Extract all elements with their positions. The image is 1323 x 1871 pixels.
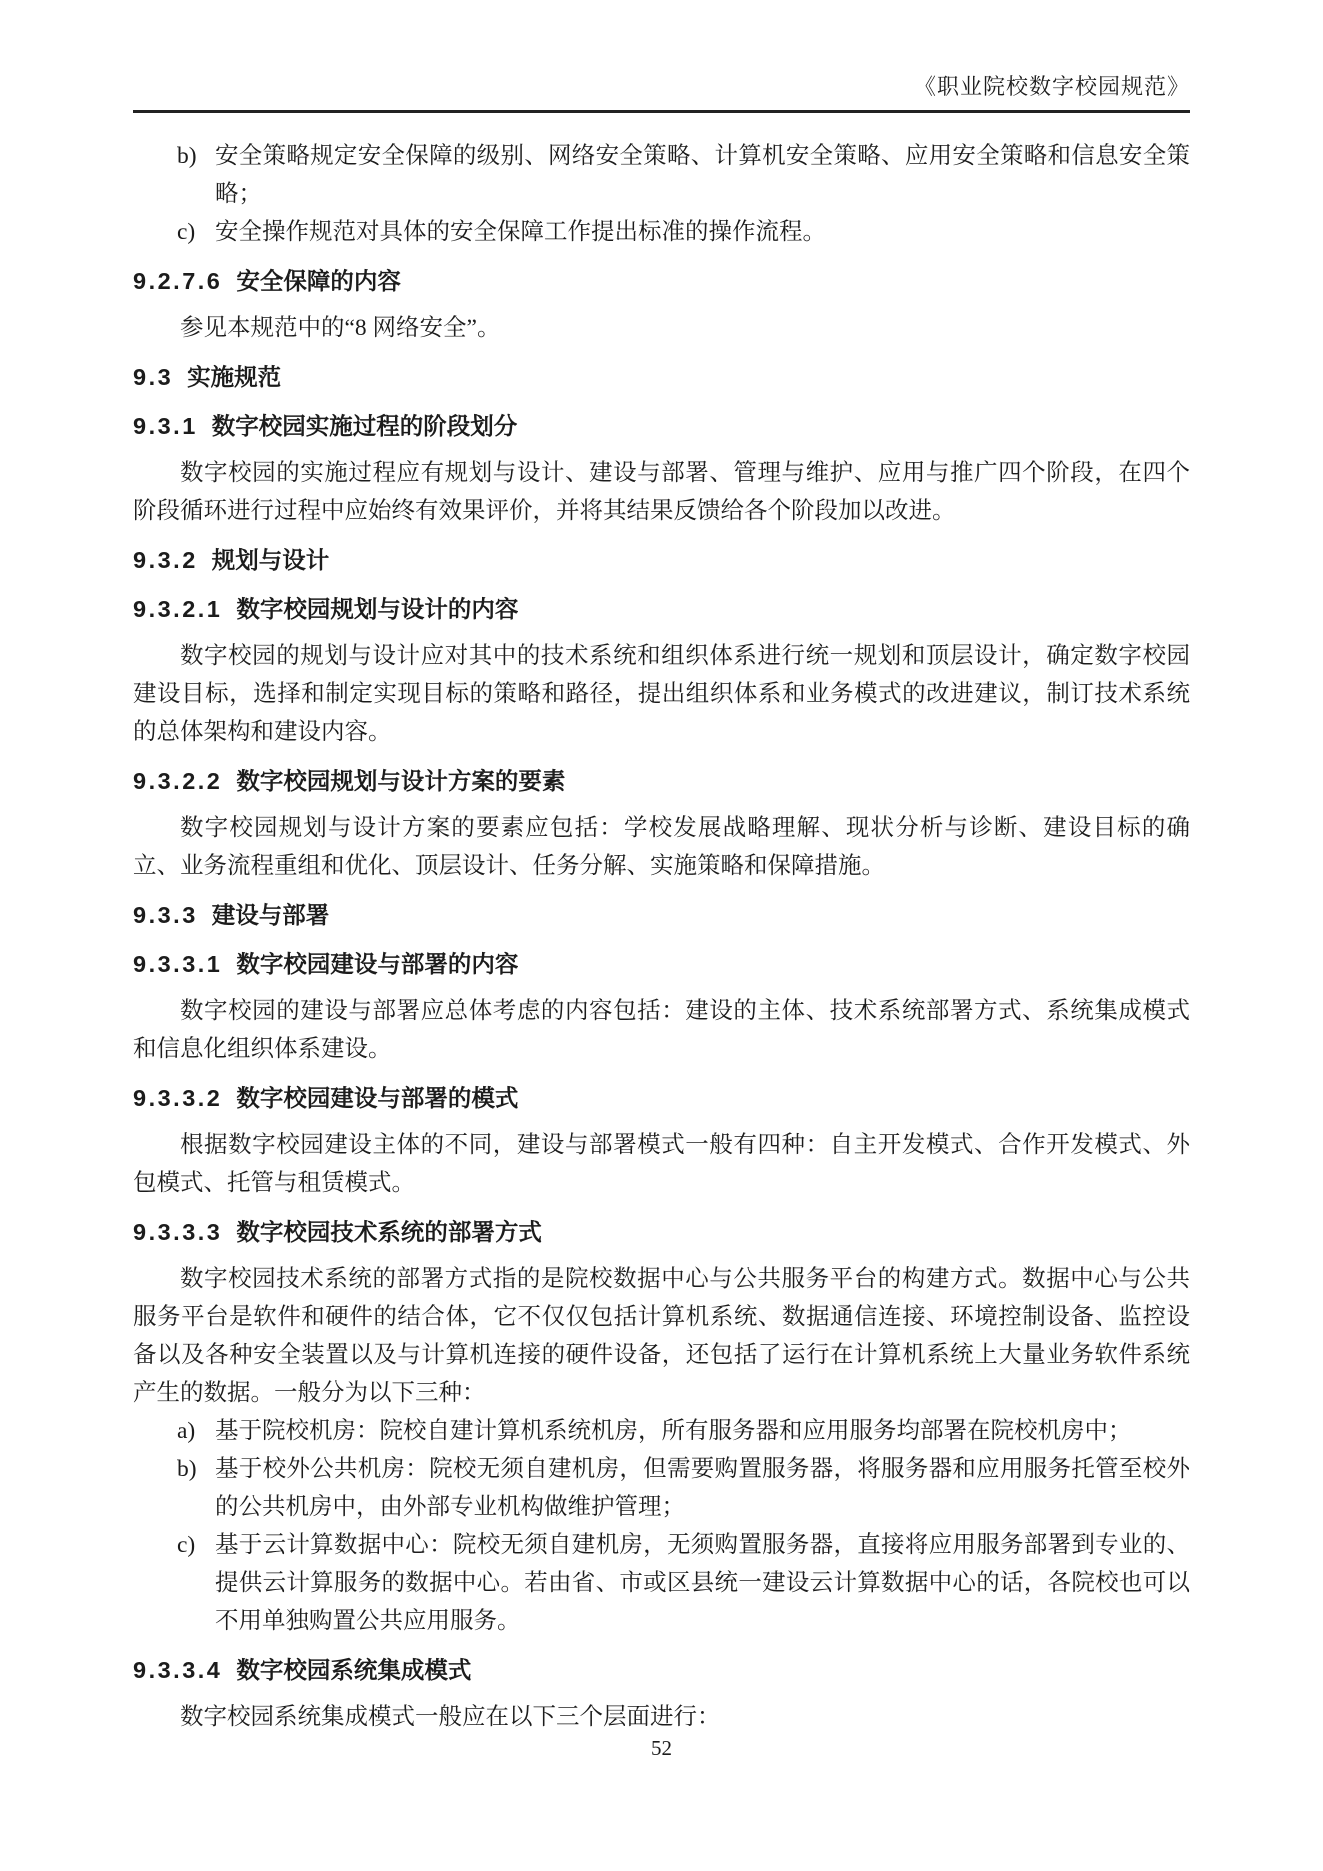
list-item-campus-server-room xyxy=(133,1412,1190,1450)
page-footer xyxy=(133,1736,1190,1871)
section-number: 9.3.2 xyxy=(133,547,198,573)
section-title: 数字校园技术系统的部署方式 xyxy=(236,1219,542,1245)
section-number: 9.3.1 xyxy=(133,413,198,439)
section-title: 数字校园建设与部署的模式 xyxy=(236,1085,519,1111)
list-item-security-operation xyxy=(133,213,1190,251)
paragraph-system-integration-levels: 数字校园系统集成模式一般应在以下三个层面进行： xyxy=(180,1704,721,1730)
heading-9-3-1 xyxy=(133,407,1190,445)
paragraph-planning-design-content: 数字校园的规划与设计应对其中的技术系统和组织体系进行统一规划和顶层设计，确定数字校园建设目标，选择和制定实现目标的策略和路径，提出组织体系和业务模式的改进建议，制订技术系统的总体架构和建设内容。 xyxy=(133,643,1190,745)
section-number: 9.2.7.6 xyxy=(133,268,223,294)
heading-9-3-3-2 xyxy=(133,1079,1190,1117)
heading-9-3-2-1 xyxy=(133,590,1190,628)
running-head-title: 《职业院校数字校园规范》 xyxy=(913,74,1190,99)
list-item-external-server-room xyxy=(133,1450,1190,1526)
section-number: 9.3.2.2 xyxy=(133,768,223,794)
section-number: 9.3 xyxy=(133,364,174,390)
section-number: 9.3.3.2 xyxy=(133,1085,223,1111)
heading-9-2-7-6 xyxy=(133,262,1190,300)
list-text: 基于云计算数据中心：院校无须自建机房，无须购置服务器，直接将应用服务部署到专业的、提供云计算服务的数据中心。若由省、市或区县统一建设云计算数据中心的话，各院校也可以不用单独购置公共应用服务。 xyxy=(215,1532,1190,1634)
list-marker: c) xyxy=(177,1532,196,1558)
list-text: 基于院校机房：院校自建计算机系统机房，所有服务器和应用服务均部署在院校机房中； xyxy=(215,1418,1132,1444)
section-number: 9.3.3 xyxy=(133,902,198,928)
paragraph-build-deploy-content: 数字校园的建设与部署应总体考虑的内容包括：建设的主体、技术系统部署方式、系统集成模式和信息化组织体系建设。 xyxy=(133,998,1190,1062)
heading-9-3-3 xyxy=(133,896,1190,934)
paragraph-see-network-security: 参见本规范中的“8 网络安全”。 xyxy=(180,315,501,341)
section-number: 9.3.3.4 xyxy=(133,1657,223,1683)
list-text: 安全策略规定安全保障的级别、网络安全策略、计算机安全策略、应用安全策略和信息安全策略； xyxy=(215,143,1190,207)
section-title: 数字校园建设与部署的内容 xyxy=(236,951,519,977)
paragraph-build-deploy-modes: 根据数字校园建设主体的不同，建设与部署模式一般有四种：自主开发模式、合作开发模式、外包模式、托管与租赁模式。 xyxy=(133,1132,1190,1196)
section-title: 数字校园规划与设计的内容 xyxy=(236,596,519,622)
section-number: 9.3.2.1 xyxy=(133,596,223,622)
paragraph-implementation-phases: 数字校园的实施过程应有规划与设计、建设与部署、管理与维护、应用与推广四个阶段，在四个阶段循环进行过程中应始终有效果评价，并将其结果反馈给各个阶段加以改进。 xyxy=(133,460,1190,524)
list-marker: b) xyxy=(177,1456,197,1482)
list-text: 基于校外公共机房：院校无须自建机房，但需要购置服务器，将服务器和应用服务托管至校外的公共机房中，由外部专业机构做维护管理； xyxy=(215,1456,1190,1520)
section-title: 实施规范 xyxy=(187,364,282,390)
list-marker: b) xyxy=(177,143,197,169)
document-body xyxy=(133,137,1190,1736)
heading-9-3-3-1 xyxy=(133,945,1190,983)
heading-9-3-2 xyxy=(133,541,1190,579)
heading-9-3-2-2 xyxy=(133,762,1190,800)
section-number: 9.3.3.3 xyxy=(133,1219,223,1245)
section-title: 数字校园规划与设计方案的要素 xyxy=(236,768,566,794)
section-title: 建设与部署 xyxy=(211,902,330,928)
section-title: 安全保障的内容 xyxy=(236,268,401,294)
section-title: 数字校园实施过程的阶段划分 xyxy=(211,413,518,439)
heading-9-3-3-3 xyxy=(133,1213,1190,1251)
section-number: 9.3.3.1 xyxy=(133,951,223,977)
paragraph-planning-design-elements: 数字校园规划与设计方案的要素应包括：学校发展战略理解、现状分析与诊断、建设目标的确立、业务流程重组和优化、顶层设计、任务分解、实施策略和保障措施。 xyxy=(133,815,1190,879)
section-title: 规划与设计 xyxy=(211,547,330,573)
list-item-cloud-data-center xyxy=(133,1526,1190,1640)
list-item-security-policy xyxy=(133,137,1190,213)
heading-9-3-3-4 xyxy=(133,1651,1190,1689)
page-number: 52 xyxy=(651,1736,672,1760)
heading-9-3 xyxy=(133,358,1190,396)
paragraph-deployment-methods: 数字校园技术系统的部署方式指的是院校数据中心与公共服务平台的构建方式。数据中心与公共服务平台是软件和硬件的结合体，它不仅仅包括计算机系统、数据通信连接、环境控制设备、监控设备以及各种安全装置以及与计算机连接的硬件设备，还包括了运行在计算机系统上大量业务软件系统产生的数据。一般分为以下三种： xyxy=(133,1266,1190,1406)
header-divider xyxy=(133,110,1190,113)
section-title: 数字校园系统集成模式 xyxy=(236,1657,472,1683)
list-text: 安全操作规范对具体的安全保障工作提出标准的操作流程。 xyxy=(215,219,826,245)
list-marker: c) xyxy=(177,219,196,245)
document-header xyxy=(133,72,1190,113)
list-marker: a) xyxy=(177,1418,196,1444)
